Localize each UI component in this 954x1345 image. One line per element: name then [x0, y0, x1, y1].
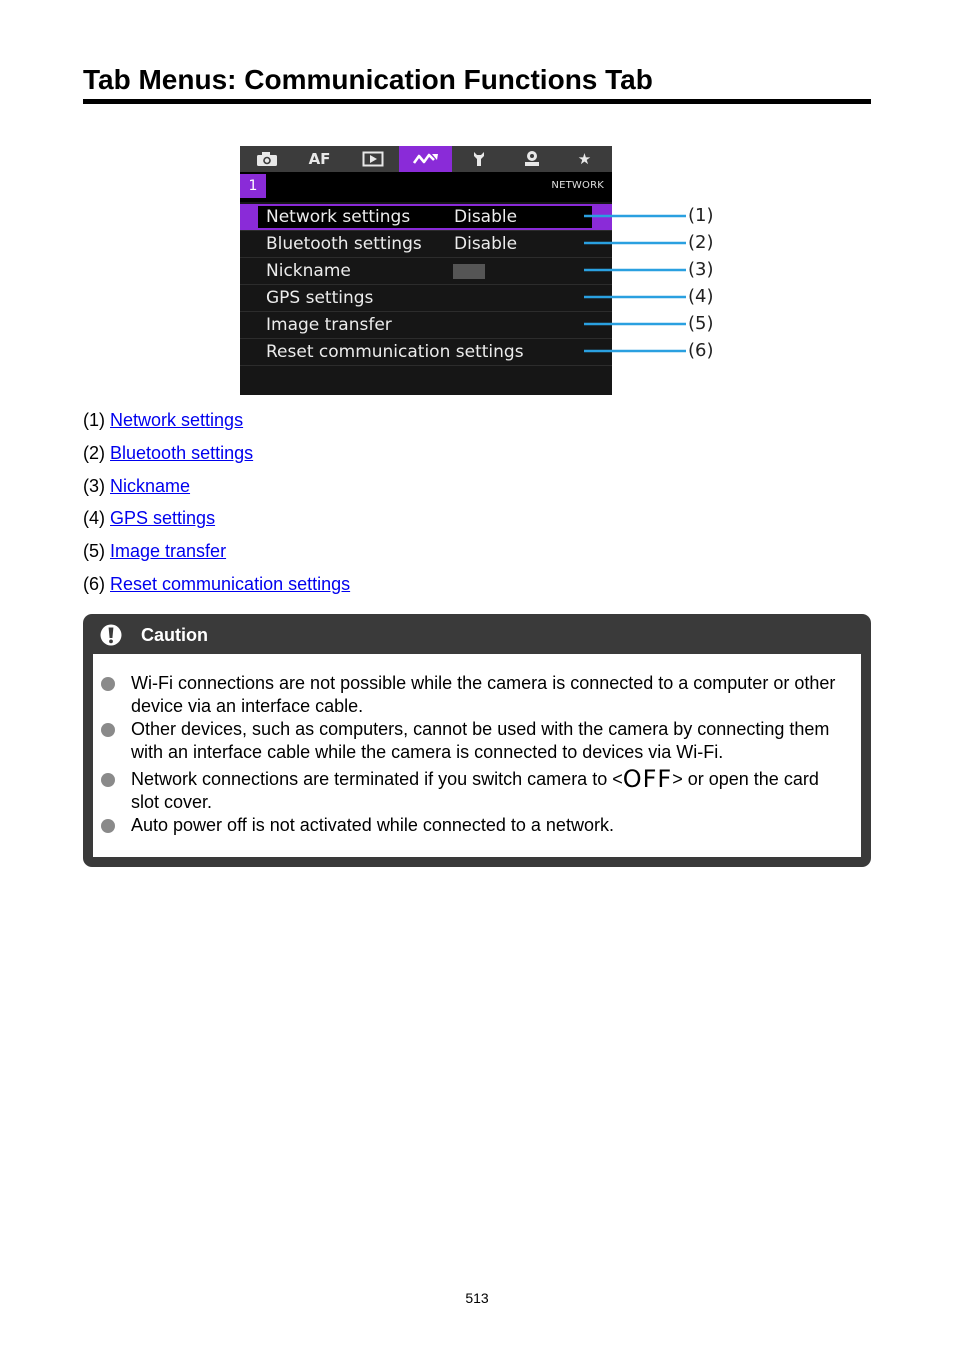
caution-bullet	[93, 765, 861, 814]
item-number: (1)	[83, 410, 105, 430]
callout-label: (2)	[688, 232, 714, 253]
bullet-dot-icon	[101, 723, 115, 737]
item-number: (6)	[83, 573, 105, 594]
callout-label: (4)	[688, 286, 714, 307]
page-number: 513	[465, 1290, 489, 1306]
bullet-dot-icon	[101, 819, 115, 833]
custom-functions-icon	[505, 146, 558, 172]
callout-label: (3)	[688, 259, 714, 280]
link-image-transfer[interactable]: Image transfer	[110, 541, 227, 562]
caution-bullet	[93, 672, 861, 718]
list-item	[83, 572, 350, 605]
camera-menu-row	[240, 339, 612, 366]
camera-menu-row-value: Disable	[454, 207, 518, 227]
item-number: (5)	[83, 541, 105, 562]
camera-menu-row-label: Bluetooth settings	[266, 234, 422, 254]
callout-label: (6)	[688, 340, 714, 361]
caution-bullet-text-before: Network connections are terminated if you switch camera to <	[131, 769, 623, 789]
link-gps-settings[interactable]: GPS settings	[110, 508, 216, 529]
camera-menu-row	[240, 258, 612, 285]
camera-sub-name: NETWORK	[551, 180, 604, 191]
caution-bullet-list	[93, 672, 861, 837]
camera-menu-row-label: Network settings	[266, 207, 411, 227]
camera-menu-row-label: GPS settings	[266, 288, 374, 308]
item-number: (4)	[83, 508, 105, 529]
caution-header	[83, 614, 871, 654]
list-item	[83, 506, 350, 539]
caution-icon	[100, 624, 122, 646]
camera-menu-row	[240, 285, 612, 312]
bullet-dot-icon	[101, 677, 115, 691]
caution-bullet	[93, 814, 861, 837]
power-off-icon: OFF	[622, 765, 673, 793]
item-number: (2)	[83, 442, 105, 463]
bullet-dot-icon	[101, 773, 115, 787]
list-item	[83, 408, 350, 441]
camera-menu-row	[240, 312, 612, 339]
camera-menu-row	[240, 204, 612, 231]
camera-menu-row-label: Nickname	[266, 261, 351, 281]
camera-menu-screen	[240, 146, 612, 395]
link-network-settings[interactable]: Network settings	[110, 410, 244, 430]
wrench-icon	[452, 146, 505, 172]
camera-sub-number: 1	[240, 174, 266, 198]
caution-bullet	[93, 718, 861, 764]
caution-box	[83, 614, 871, 867]
camera-icon	[240, 146, 293, 172]
caution-title: Caution	[141, 625, 208, 645]
camera-menu-row-label: Reset communication settings	[266, 342, 524, 362]
item-number: (3)	[83, 475, 105, 496]
camera-tab-bar	[240, 146, 612, 172]
callout-label: (1)	[688, 205, 714, 226]
camera-menu-row-value: Disable	[454, 234, 518, 254]
list-item	[83, 474, 350, 507]
star-icon: ★	[577, 150, 592, 168]
item-list	[83, 408, 350, 605]
wireless-icon	[399, 146, 452, 172]
camera-menu-row-label: Image transfer	[266, 315, 392, 335]
page-title: Tab Menus: Communication Functions Tab	[83, 62, 871, 104]
camera-menu-row	[240, 231, 612, 258]
callout-label: (5)	[688, 313, 714, 334]
caution-body	[93, 654, 861, 857]
link-nickname[interactable]: Nickname	[110, 475, 191, 496]
nickname-blurred-value	[453, 264, 485, 279]
playback-icon	[346, 146, 399, 172]
list-item	[83, 539, 350, 572]
list-item	[83, 441, 350, 474]
link-reset-communication-settings[interactable]: Reset communication settings	[110, 573, 351, 594]
af-icon: AF	[308, 150, 331, 168]
camera-subheader	[240, 172, 612, 202]
link-bluetooth-settings[interactable]: Bluetooth settings	[110, 442, 254, 463]
caution-bullet-text-after: > or open the card slot cover.	[131, 769, 819, 812]
caution-bullet-text: Auto power off is not activated while connected to a network.	[131, 815, 614, 835]
caution-bullet-text: Other devices, such as computers, cannot be used with the camera by connecting them with an interface cable while the camera is connected to devices via Wi-Fi.	[131, 719, 830, 762]
caution-bullet-text: Wi-Fi connections are not possible while the camera is connected to a computer or other device via an interface cable.	[131, 673, 836, 716]
